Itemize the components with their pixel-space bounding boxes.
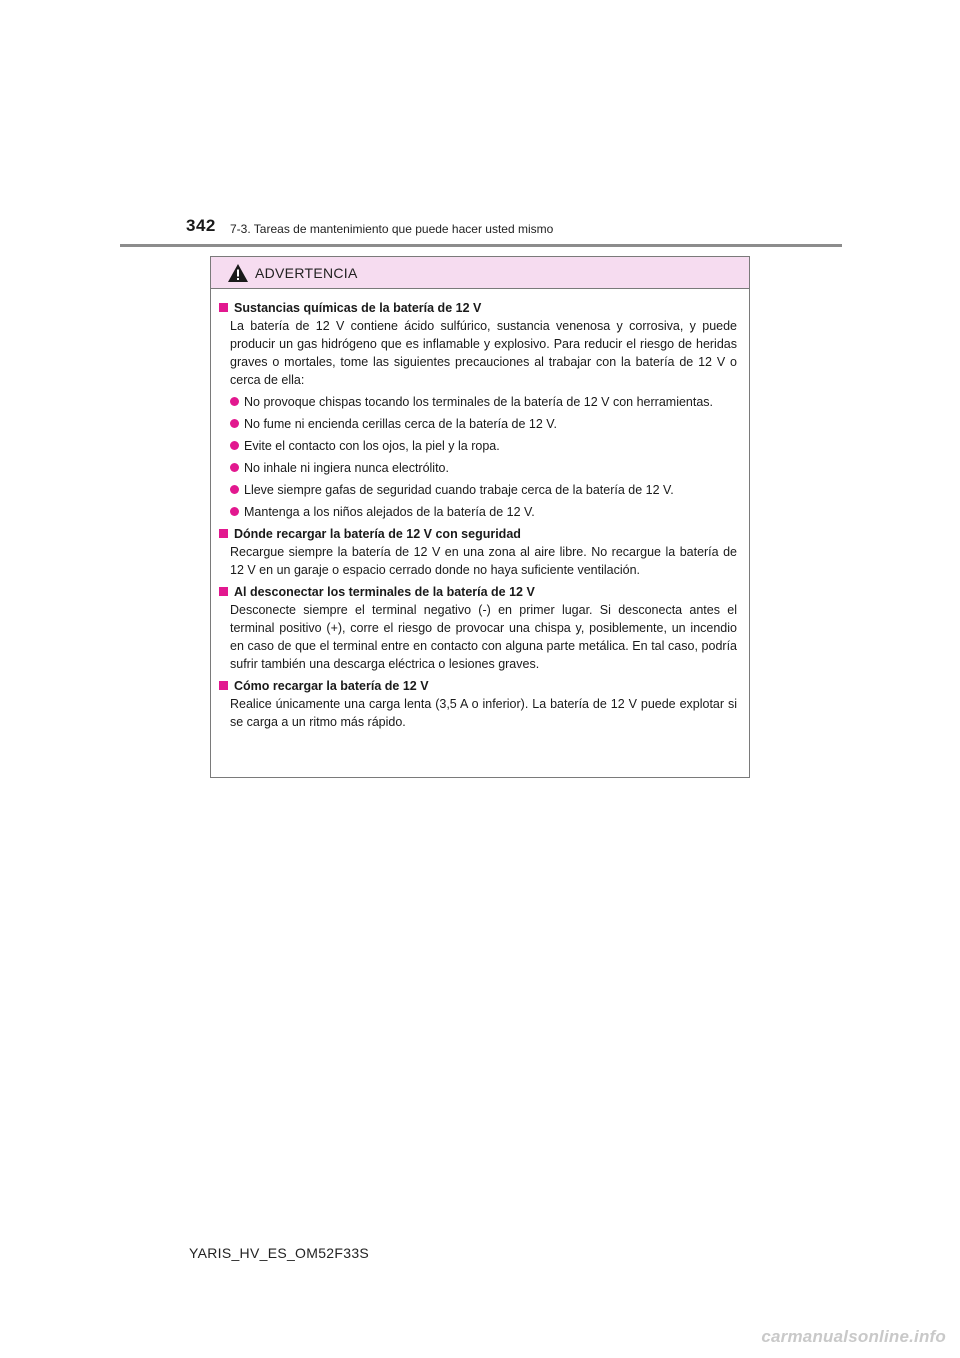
- list-item: [219, 393, 739, 411]
- warning-title: ADVERTENCIA: [255, 264, 358, 281]
- list-item: [219, 459, 739, 477]
- list-item-text: Lleve siempre gafas de seguridad cuando trabaje cerca de la batería de 12 V.: [244, 483, 674, 497]
- section-heading: [219, 677, 739, 695]
- list-item-text: No inhale ni ingiera nunca electrólito.: [244, 461, 449, 475]
- square-bullet-icon: [219, 587, 228, 596]
- circle-bullet-icon: [230, 419, 239, 428]
- list-item-text: Evite el contacto con los ojos, la piel y la ropa.: [244, 439, 500, 453]
- section-paragraph: La batería de 12 V contiene ácido sulfúrico, sustancia venenosa y corrosiva, y puede producir un gas hidrógeno que es inflamable y explosivo. Para reducir el riesgo de heridas graves o mortales, tome las siguientes precauciones al trabajar con la batería de 12 V o cerca de ella:: [230, 319, 737, 387]
- section-heading-text: Dónde recargar la batería de 12 V con seguridad: [234, 527, 521, 541]
- document-code: YARIS_HV_ES_OM52F33S: [189, 1245, 370, 1261]
- warning-body: [211, 289, 749, 731]
- list-item: [219, 415, 739, 433]
- watermark: carmanualsonline.info: [761, 1327, 946, 1346]
- section-heading-text: Cómo recargar la batería de 12 V: [234, 679, 429, 693]
- warning-header: [211, 257, 749, 289]
- circle-bullet-icon: [230, 507, 239, 516]
- header-rule: [120, 244, 842, 247]
- section-heading: [219, 583, 739, 601]
- list-item-text: Mantenga a los niños alejados de la batería de 12 V.: [244, 505, 535, 519]
- section-heading-text: Al desconectar los terminales de la batería de 12 V: [234, 585, 535, 599]
- circle-bullet-icon: [230, 441, 239, 450]
- section-paragraph: Realice únicamente una carga lenta (3,5 A o inferior). La batería de 12 V puede explotar si se carga a un ritmo más rápido.: [230, 697, 737, 729]
- circle-bullet-icon: [230, 485, 239, 494]
- list-item-text: No fume ni encienda cerillas cerca de la batería de 12 V.: [244, 417, 557, 431]
- section-title: 7-3. Tareas de mantenimiento que puede hacer usted mismo: [230, 222, 554, 236]
- square-bullet-icon: [219, 681, 228, 690]
- circle-bullet-icon: [230, 463, 239, 472]
- section-paragraph: Recargue siempre la batería de 12 V en una zona al aire libre. No recargue la batería de 12 V en un garaje o espacio cerrado donde no haya suficiente ventilación.: [230, 545, 737, 577]
- section-heading: [219, 299, 739, 317]
- warning-triangle-icon: [227, 263, 249, 283]
- circle-bullet-icon: [230, 397, 239, 406]
- section-heading: [219, 525, 739, 543]
- square-bullet-icon: [219, 529, 228, 538]
- list-item-text: No provoque chispas tocando los terminales de la batería de 12 V con herramientas.: [244, 395, 714, 409]
- list-item: [219, 437, 739, 455]
- page-number: 342: [186, 216, 216, 235]
- section-paragraph: Desconecte siempre el terminal negativo (-) en primer lugar. Si desconecta antes el terminal positivo (+), corre el riesgo de provocar una chispa y, posiblemente, un incendio en caso de que el terminal entre en contacto con alguna parte metálica. En tal caso, podría sufrir también una descarga eléctrica o lesiones graves.: [230, 603, 737, 671]
- list-item: [219, 503, 739, 521]
- square-bullet-icon: [219, 303, 228, 312]
- warning-box: [210, 256, 750, 778]
- list-item: [219, 481, 739, 499]
- section-heading-text: Sustancias químicas de la batería de 12 V: [234, 301, 482, 315]
